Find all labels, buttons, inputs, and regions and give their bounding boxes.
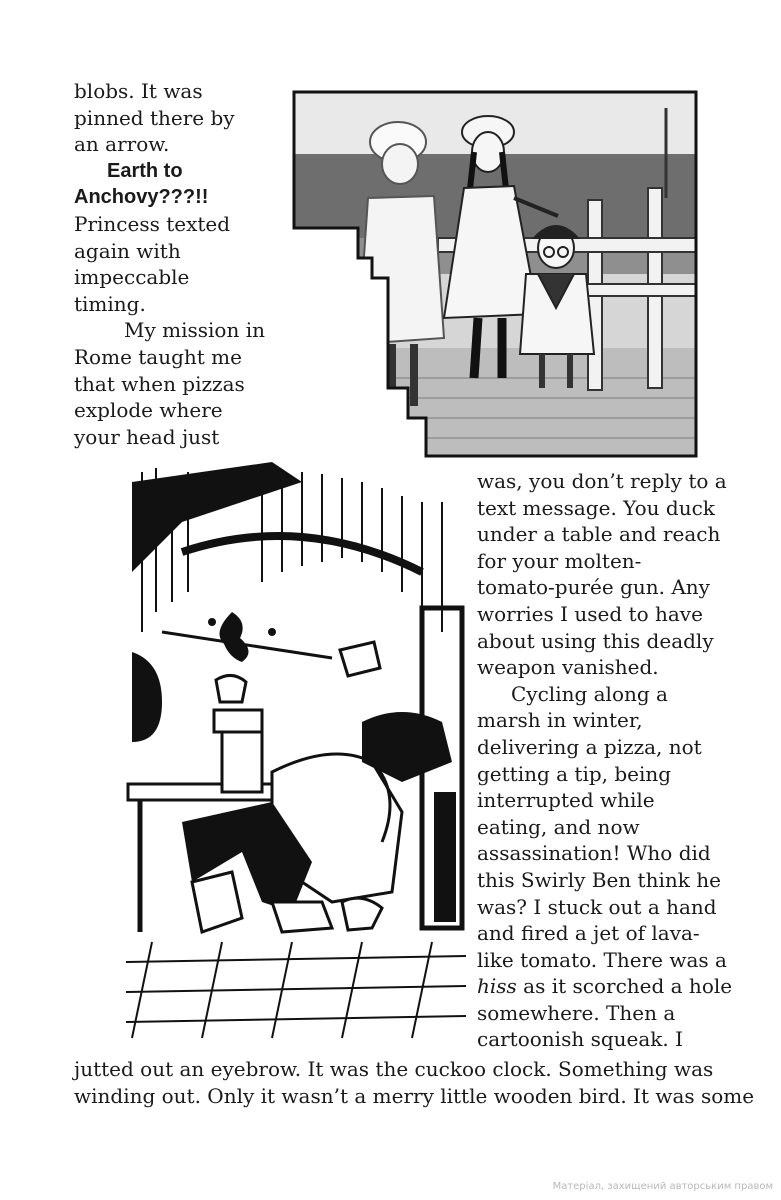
text-line: was, you don’t reply to a bbox=[477, 469, 727, 493]
text-column-top-left bbox=[74, 78, 265, 450]
text-line: again with bbox=[74, 238, 181, 263]
text-line: winding out. Only it wasn’t a merry little wooden bird. It was some bbox=[74, 1083, 755, 1108]
text-line: for your molten- bbox=[477, 548, 642, 573]
text-line: like tomato. There was a bbox=[477, 947, 727, 972]
text-line: eating, and now bbox=[477, 814, 640, 839]
copyright-watermark: Матеріал, захищений авторським правом bbox=[552, 1181, 773, 1192]
text-line: Rome taught me bbox=[74, 344, 242, 369]
text-line bbox=[477, 973, 732, 1000]
text-line: this Swirly Ben think he bbox=[477, 867, 721, 892]
text-message-line: Earth to bbox=[107, 159, 183, 182]
text-line: impeccable bbox=[74, 265, 190, 290]
text-line: weapon vanished. bbox=[477, 655, 659, 680]
boardwalk-children-illustration bbox=[288, 88, 702, 460]
text-line: interrupted while bbox=[477, 788, 655, 813]
text-line: assassination! Who did bbox=[477, 841, 711, 866]
text-line: cartoonish squeak. I bbox=[477, 1027, 684, 1052]
text-line: blobs. It was bbox=[74, 79, 203, 103]
text-line: about using this deadly bbox=[477, 628, 714, 653]
text-line: that when pizzas bbox=[74, 371, 245, 396]
ducking-under-table-illustration bbox=[122, 462, 470, 1042]
text-line: somewhere. Then a bbox=[477, 1000, 676, 1025]
text-message-line: Anchovy???!! bbox=[74, 186, 209, 209]
text-line: tomato-purée gun. Any bbox=[477, 575, 710, 600]
text-line: marsh in winter, bbox=[477, 708, 643, 733]
text-line: under a table and reach bbox=[477, 522, 721, 547]
text-line: My mission in bbox=[124, 318, 265, 343]
text-line: Cycling along a bbox=[511, 681, 668, 706]
italic-word: hiss bbox=[477, 974, 517, 999]
text-column-bottom bbox=[74, 1056, 754, 1109]
text-column-right bbox=[477, 468, 732, 1053]
text-line: Princess texted bbox=[74, 211, 231, 236]
text-line: getting a tip, being bbox=[477, 761, 672, 786]
text-line: explode where bbox=[74, 398, 223, 423]
text-line: was? I stuck out a hand bbox=[477, 894, 717, 919]
text-line: and fired a jet of lava- bbox=[477, 921, 700, 946]
text-line: timing. bbox=[74, 291, 146, 316]
text-line: delivering a pizza, not bbox=[477, 734, 702, 759]
text-line: worries I used to have bbox=[477, 601, 703, 626]
text-line: your head just bbox=[74, 424, 220, 449]
text-line: an arrow. bbox=[74, 132, 170, 157]
text-line: pinned there by bbox=[74, 105, 235, 130]
text-line: jutted out an eyebrow. It was the cuckoo clock. Something was bbox=[74, 1057, 714, 1081]
text-line-rest: as it scorched a hole bbox=[523, 974, 733, 999]
text-line: text message. You duck bbox=[477, 495, 715, 520]
